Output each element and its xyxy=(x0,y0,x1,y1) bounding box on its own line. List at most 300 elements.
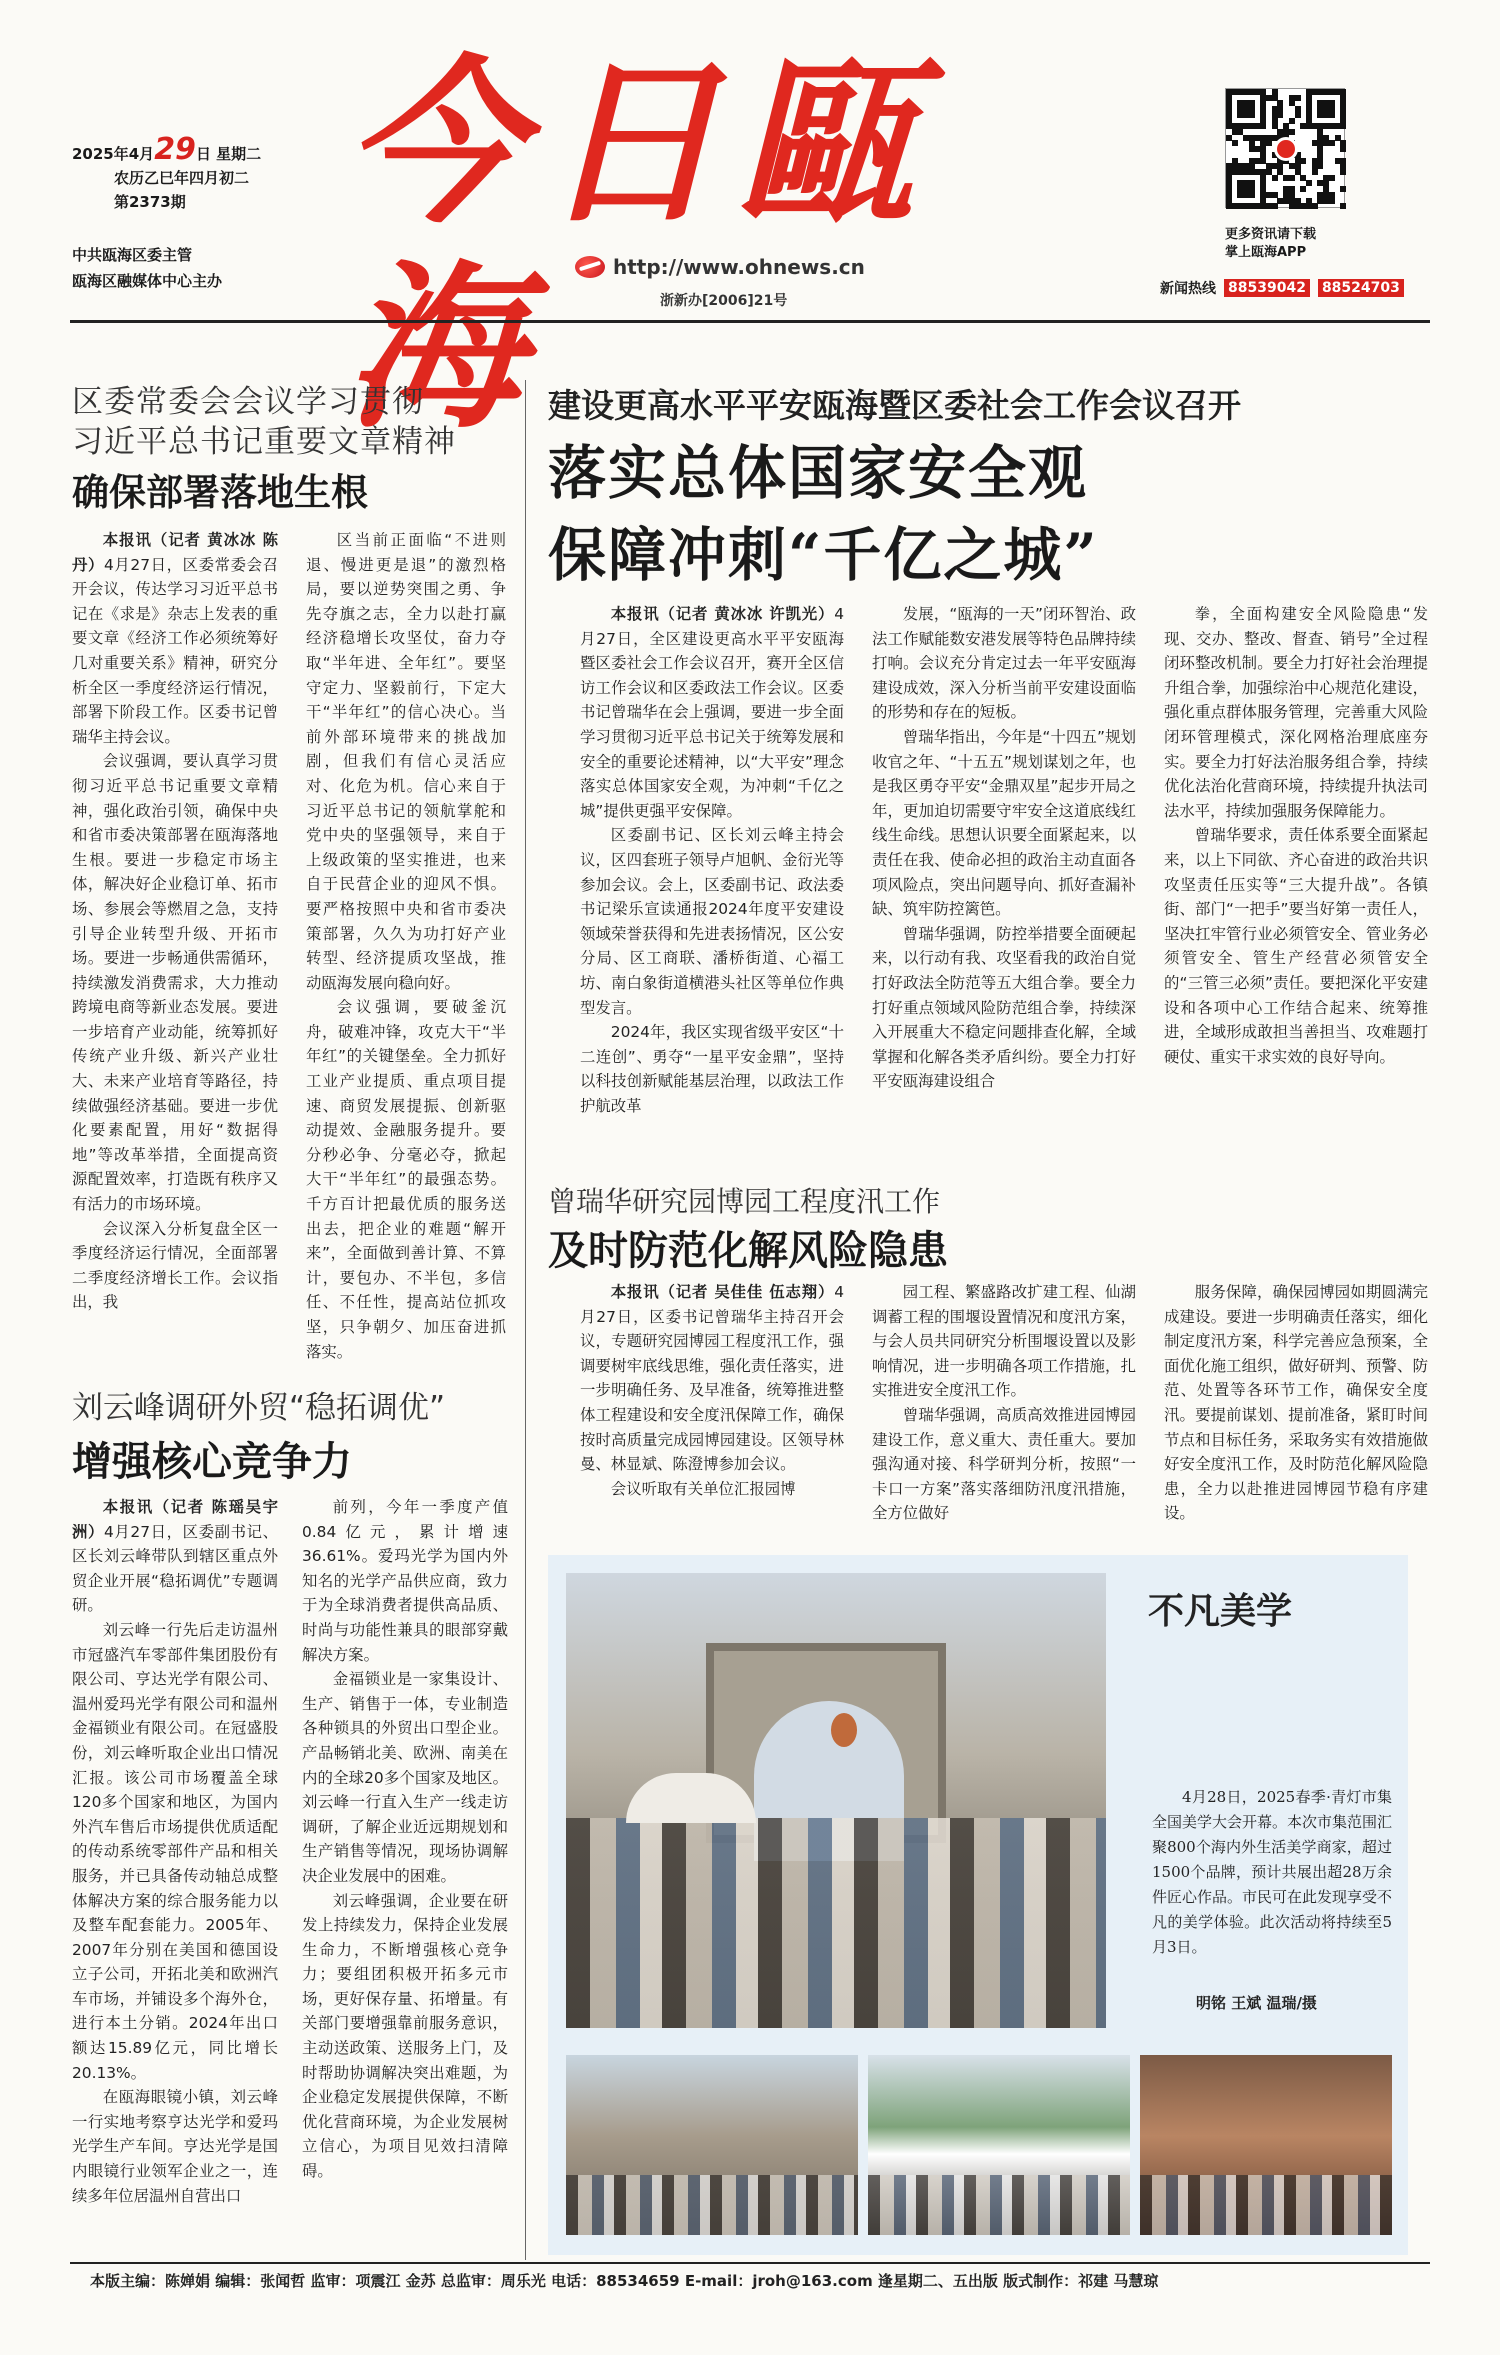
paragraph-text: 4月27日，区委常委会召开会议，传达学习习近平总书记在《求是》杂志上发表的重要文章《经济工作必须统筹好几对重要关系》精神，研究分析全区一季度经济运行情况，部署下阶段工作。区委书记曾瑞华主持会议。 xyxy=(72,555,278,746)
qr-module xyxy=(1340,203,1346,209)
qr-module xyxy=(1317,129,1323,135)
article-main-headline-2: 保障冲刺“千亿之城” xyxy=(548,521,1099,589)
qr-module xyxy=(1243,100,1249,106)
qr-module xyxy=(1289,118,1295,124)
paragraph-text: 曾瑞华要求，责任体系要全面紧起来，以上下同欲、齐心奋进的政治共识攻坚责任压实等“三大提升战”。各镇街、部门“一把手”要当好第一责任人，坚决扛牢管行业必须管安全、管业务必须管安全、管生产经营必须管安全的“三管三必须”责任。要把深化平安建设和各项中心工作结合起来、统筹推进，全域形成敢担当善担当、攻难题打硬仗、重实干求实效的良好导向。 xyxy=(1164,826,1428,1066)
qr-module xyxy=(1249,100,1255,106)
article-main-headline-1: 落实总体国家安全观 xyxy=(548,439,1089,507)
hotline-number-2: 88524703 xyxy=(1318,279,1404,297)
qr-module xyxy=(1237,129,1243,135)
qr-module xyxy=(1283,123,1289,129)
qr-module xyxy=(1306,100,1312,106)
qr-module xyxy=(1323,186,1329,192)
qr-module xyxy=(1255,123,1261,129)
qr-module xyxy=(1306,203,1312,209)
article-paragraph xyxy=(580,1020,844,1118)
qr-module xyxy=(1317,106,1323,112)
website-url[interactable]: http://www.ohnews.cn xyxy=(613,255,865,279)
qr-module xyxy=(1260,89,1266,95)
qr-module xyxy=(1306,180,1312,186)
qr-module xyxy=(1232,163,1238,169)
qr-module xyxy=(1295,95,1301,101)
qr-module xyxy=(1323,89,1329,95)
qr-module xyxy=(1340,158,1346,164)
article-main-header xyxy=(548,384,1430,592)
qr-code-icon[interactable] xyxy=(1225,88,1345,208)
article-secondary-header xyxy=(548,1183,1430,1279)
article-paragraph xyxy=(72,1217,278,1315)
qr-module xyxy=(1323,123,1329,129)
qr-module xyxy=(1260,140,1266,146)
article-column xyxy=(872,1280,1136,1526)
qr-module xyxy=(1306,112,1312,118)
qr-module xyxy=(1289,95,1295,101)
photo-feature xyxy=(548,1555,1408,2255)
qr-module xyxy=(1335,123,1341,129)
qr-module xyxy=(1340,186,1346,192)
qr-module xyxy=(1340,112,1346,118)
qr-module xyxy=(1277,106,1283,112)
app-logo-icon xyxy=(1274,137,1298,161)
paragraph-text: 会议强调，要破釜沉舟，破难冲锋，攻克大干“半年红”的关键堡垒。全力抓好工业产业提质、重点项目提速、商贸发展提振、创新驱动提效、金融服务提升。要分秒必争、分毫必夺，掀起大干“半年红”的最强态势。千方百计把最优质的服务送出去，把企业的难题“解开来”，全面做到善计算、不算计，要包办、不半包，多信任、不任性，提高站位抓攻坚，只争朝夕、加压奋进抓落实。 xyxy=(306,998,506,1361)
qr-module xyxy=(1260,180,1266,186)
article-column xyxy=(580,602,844,1118)
qr-module xyxy=(1266,192,1272,198)
qr-module xyxy=(1289,198,1295,204)
qr-module xyxy=(1232,158,1238,164)
paragraph-text: 服务保障，确保园博园如期圆满完成建设。要进一步明确责任落实，细化制定度汛方案，科学完善应急预案，全面优化施工组织，做好研判、预警、防范、处置等各环节工作，确保安全度汛。要提前谋划、提前准备，紧盯时间节点和目标任务，采取务实有效措施做好安全度汛工作，及时防范化解风险隐患，全力以赴推进园博园节稳有序建设。 xyxy=(1164,1283,1428,1523)
qr-module xyxy=(1329,123,1335,129)
article-paragraph xyxy=(1164,602,1428,823)
qr-module xyxy=(1317,123,1323,129)
qr-module xyxy=(1249,186,1255,192)
qr-module xyxy=(1289,163,1295,169)
sponsor xyxy=(72,242,222,294)
qr-module xyxy=(1260,106,1266,112)
qr-module xyxy=(1300,175,1306,181)
qr-module xyxy=(1272,106,1278,112)
paragraph-text: 2024年，我区实现省级平安区“十二连创”、勇夺“一星平安金鼎”，坚持以科技创新赋能基层治理，以政法工作护航改革 xyxy=(580,1023,844,1115)
qr-module xyxy=(1232,203,1238,209)
article-paragraph xyxy=(72,528,278,749)
qr-module xyxy=(1312,203,1318,209)
qr-module xyxy=(1295,169,1301,175)
article-paragraph xyxy=(580,823,844,1020)
qr-module xyxy=(1323,180,1329,186)
qr-module xyxy=(1249,192,1255,198)
qr-module xyxy=(1323,100,1329,106)
qr-module xyxy=(1243,180,1249,186)
qr-module xyxy=(1243,186,1249,192)
qr-module xyxy=(1306,89,1312,95)
qr-module xyxy=(1340,118,1346,124)
qr-module xyxy=(1277,169,1283,175)
qr-module xyxy=(1277,112,1283,118)
qr-module xyxy=(1237,163,1243,169)
qr-module xyxy=(1226,100,1232,106)
crowd xyxy=(868,2175,1130,2235)
article-left-2-kicker: 刘云峰调研外贸“稳拓调优” xyxy=(72,1390,446,1426)
qr-module xyxy=(1226,118,1232,124)
qr-module xyxy=(1329,192,1335,198)
feature-caption-text: 4月28日，2025春季·青灯市集全国美学大会开幕。本次市集范围汇聚800个海内外生活美学商家，超过1500个品牌，预计共展出超28万余件匠心作品。市民可在此发现享受不凡的美学体验。此次活动将持续至5月3日。 xyxy=(1152,1788,1393,1956)
qr-module xyxy=(1255,169,1261,175)
qr-module xyxy=(1237,203,1243,209)
column-divider xyxy=(525,380,526,2260)
qr-module xyxy=(1306,106,1312,112)
paragraph-text: 区委副书记、区长刘云峰主持会议，区四套班子领导卢旭帆、金衍光等参加会议。会上，区委副书记、政法委书记梁乐宣读通报2024年度平安建设领域荣誉获得和先进表扬情况，区公安分局、区工商联、潘桥街道、心福工坊、南白象街道横港头社区等单位作典型发言。 xyxy=(580,826,844,1017)
qr-module xyxy=(1260,152,1266,158)
qr-module xyxy=(1260,118,1266,124)
feature-credit: 明铭 王斌 温瑞/摄 xyxy=(1196,1994,1317,2012)
qr-module xyxy=(1226,95,1232,101)
paragraph-text: 前列，今年一季度产值0.84亿元，累计增速36.61%。爱玛光学为国内外知名的光学产品供应商，致力于为全球消费者提供高品质、时尚与功能性兼具的眼部穿戴解决方案。 xyxy=(302,1498,508,1664)
article-paragraph xyxy=(872,725,1136,922)
qr-module xyxy=(1249,146,1255,152)
qr-module xyxy=(1329,198,1335,204)
article-column xyxy=(580,1280,844,1526)
paragraph-text: 4月27日，区委书记曾瑞华主持召开会议，专题研究园博园工程度汛工作，强调要树牢底线思维，强化责任落实，进一步明确任务、及早准备，统筹推进整体工程建设和安全度汛保障工作，确保按时高质量完成园博园建设。区领导林曼、林显斌、陈澄博参加会议。 xyxy=(580,1283,844,1474)
qr-module xyxy=(1232,129,1238,135)
qr-module xyxy=(1260,198,1266,204)
qr-module xyxy=(1340,89,1346,95)
qr-module xyxy=(1243,135,1249,141)
article-paragraph xyxy=(72,1495,278,1618)
qr-module xyxy=(1317,152,1323,158)
qr-module xyxy=(1317,158,1323,164)
article-paragraph xyxy=(306,528,506,995)
article-paragraph xyxy=(580,1477,844,1502)
qr-module xyxy=(1289,100,1295,106)
qr-module xyxy=(1226,186,1232,192)
qr-module xyxy=(1260,123,1266,129)
thumbnail-photo xyxy=(1140,2055,1392,2235)
article-column xyxy=(1164,602,1428,1118)
article-paragraph xyxy=(872,922,1136,1094)
article-paragraph xyxy=(306,995,506,1364)
qr-module xyxy=(1312,89,1318,95)
qr-module xyxy=(1340,95,1346,101)
qr-module xyxy=(1260,100,1266,106)
qr-module xyxy=(1300,203,1306,209)
qr-module xyxy=(1317,180,1323,186)
qr-module xyxy=(1329,175,1335,181)
qr-module xyxy=(1300,158,1306,164)
qr-module xyxy=(1266,135,1272,141)
qr-module xyxy=(1295,163,1301,169)
qr-module xyxy=(1272,112,1278,118)
article-left-2-header xyxy=(72,1388,522,1490)
qr-module xyxy=(1323,112,1329,118)
issue-number: 第2373期 xyxy=(114,193,186,211)
article-column xyxy=(72,1495,278,2208)
qr-module xyxy=(1312,123,1318,129)
qr-module xyxy=(1329,140,1335,146)
qr-module xyxy=(1249,123,1255,129)
paragraph-text: 曾瑞华强调，防控举措要全面硬起来，以行动有我、攻坚看我的政治自觉打好政法全防范等五大组合拳。要全力打好重点领域风险防范组合拳，持续深入开展重大不稳定问题排查化解，全域掌握和化解各类矛盾纠纷。要全力打好平安瓯海建设组合 xyxy=(872,924,1136,1091)
app-note xyxy=(1225,226,1316,262)
paragraph-text: 拳，全面构建安全风险隐患“发现、交办、整改、督查、销号”全过程闭环整改机制。要全力打好社会治理提升组合拳，加强综治中心规范化建设，强化重点群体服务管理，完善重大风险闭环管理模式，深化网格治理底座夯实。要全力打好法治服务组合拳，持续优化法治化营商环境，持续提升执法司法水平，持续加强服务保障能力。 xyxy=(1164,605,1428,820)
sponsor-line-2: 瓯海区融媒体中心主办 xyxy=(72,272,223,290)
qr-module xyxy=(1277,163,1283,169)
qr-module xyxy=(1277,129,1283,135)
qr-module xyxy=(1249,158,1255,164)
qr-module xyxy=(1255,158,1261,164)
article-column xyxy=(302,1495,508,2208)
paragraph-text: 刘云峰强调，企业要在研发上持续发力，保持企业发展生命力，不断增强核心竞争力；要组团积极开拓多元市场，更好保存量、拓增量。有关部门要增强靠前服务意识，主动送政策、送服务上门，及时帮助协调解决突出难题，为企业稳定发展提供保障，不断优化营商环境，为企业发展树立信心，为项目见效扫清障碍。 xyxy=(302,1891,508,2181)
article-paragraph xyxy=(580,602,844,823)
qr-module xyxy=(1260,203,1266,209)
qr-module xyxy=(1243,192,1249,198)
qr-module xyxy=(1237,112,1243,118)
qr-module xyxy=(1306,198,1312,204)
qr-module xyxy=(1272,163,1278,169)
qr-module xyxy=(1300,186,1306,192)
qr-module xyxy=(1295,106,1301,112)
qr-module xyxy=(1226,180,1232,186)
qr-module xyxy=(1226,123,1232,129)
qr-module xyxy=(1226,198,1232,204)
qr-module xyxy=(1340,169,1346,175)
article-paragraph xyxy=(302,1667,508,1888)
feature-caption xyxy=(1152,1785,1392,1960)
date-prefix: 2025年4月 xyxy=(72,145,155,163)
feature-title: 不凡美学 xyxy=(1148,1591,1293,1632)
qr-module xyxy=(1289,129,1295,135)
sponsor-line-1: 中共瓯海区委主管 xyxy=(72,246,193,264)
article-paragraph xyxy=(302,1495,508,1667)
lantern xyxy=(831,1713,857,1747)
paragraph-text: 曾瑞华指出，今年是“十四五”规划收官之年、“十五五”规划谋划之年，也是我区勇夺平安“金鼎双星”起步开局之年，更加迫切需要守牢安全这道底线红线生命线。思想认识要全面紧起来，以责任在我、使命必担的政治主动直面各项风险点，突出问题导向、抓好查漏补缺、筑牢防控篱笆。 xyxy=(872,727,1136,919)
qr-module xyxy=(1272,175,1278,181)
qr-module xyxy=(1272,203,1278,209)
qr-module xyxy=(1340,106,1346,112)
qr-module xyxy=(1249,106,1255,112)
qr-module xyxy=(1243,112,1249,118)
paragraph-text: 在瓯海眼镜小镇，刘云峰一行实地考察亨达光学和爱玛光学生产车间。亨达光学是国内眼镜行业领军企业之一，连续多年位居温州自营出口 xyxy=(72,2088,278,2205)
qr-module xyxy=(1340,100,1346,106)
paragraph-text: 4月27日，全区建设更高水平平安瓯海暨区委社会工作会议召开，赛开全区信访工作会议和区委政法工作会议。区委书记曾瑞华在会上强调，要进一步全面学习贯彻习近平总书记关于统筹发展和安全的重要论述精神，以“大平安”理念落实总体国家安全观，为冲刺“千亿之城”提供更强平安保障。 xyxy=(580,605,844,820)
qr-module xyxy=(1317,112,1323,118)
website[interactable] xyxy=(575,255,865,279)
article-column xyxy=(1164,1280,1428,1526)
article-paragraph xyxy=(580,1280,844,1477)
article-secondary-body xyxy=(580,1280,1430,1526)
qr-module xyxy=(1323,140,1329,146)
qr-module xyxy=(1232,140,1238,146)
qr-module xyxy=(1249,169,1255,175)
thumbnail-photo xyxy=(868,2055,1130,2235)
qr-module xyxy=(1237,192,1243,198)
qr-module xyxy=(1226,135,1232,141)
qr-module xyxy=(1295,198,1301,204)
qr-module xyxy=(1323,192,1329,198)
crowd xyxy=(566,1818,1106,2028)
qr-module xyxy=(1260,169,1266,175)
crowd xyxy=(1140,2175,1392,2235)
globe-icon xyxy=(575,256,605,278)
article-left-1-header xyxy=(72,382,494,520)
qr-module xyxy=(1300,123,1306,129)
qr-module xyxy=(1312,158,1318,164)
thumbnail-photo xyxy=(566,2055,858,2235)
qr-module xyxy=(1249,112,1255,118)
date-block xyxy=(72,132,262,214)
article-paragraph xyxy=(872,1403,1136,1526)
byline: 本报讯（记者 陈瑶吴宇洲） xyxy=(72,1498,278,1541)
qr-module xyxy=(1249,180,1255,186)
qr-module xyxy=(1323,135,1329,141)
qr-module xyxy=(1329,89,1335,95)
qr-module xyxy=(1335,135,1341,141)
byline: 本报讯（记者 吴佳佳 伍志翔） xyxy=(610,1283,835,1301)
qr-module xyxy=(1243,106,1249,112)
qr-module xyxy=(1323,175,1329,181)
qr-module xyxy=(1317,146,1323,152)
article-main-kicker: 建设更高水平平安瓯海暨区委社会工作会议召开 xyxy=(548,386,1241,425)
qr-module xyxy=(1266,140,1272,146)
paragraph-text: 金福锁业是一家集设计、生产、销售于一体，专业制造各种锁具的外贸出口型企业。产品畅销北美、欧洲、南美在内的全球20多个国家及地区。刘云峰一行直入生产一线走访调研，了解企业近远期规划和生产销售等情况，现场协调解决企业发展中的困难。 xyxy=(302,1670,508,1885)
qr-module xyxy=(1312,140,1318,146)
qr-module xyxy=(1329,112,1335,118)
article-left-1-body xyxy=(72,528,542,1364)
qr-module xyxy=(1329,106,1335,112)
qr-module xyxy=(1237,106,1243,112)
qr-module xyxy=(1266,95,1272,101)
qr-module xyxy=(1255,135,1261,141)
qr-module xyxy=(1317,100,1323,106)
qr-module xyxy=(1255,89,1261,95)
paragraph-text: 会议听取有关单位汇报园博 xyxy=(610,1479,796,1498)
qr-module xyxy=(1295,203,1301,209)
paragraph-text: 发展，“瓯海的一天”闭环智治、政法工作赋能数安港发展等特色品牌持续打响。会议充分肯定过去一年平安瓯海建设成效，深入分析当前平安建设面临的形势和存在的短板。 xyxy=(872,605,1136,722)
footer-credits: 本版主编：陈婵娟 编辑：张闻哲 监审：项震江 金苏 总监审：周乐光 电话：88534659 E-mail：jroh@163.com 逢星期二、五出版 版式制作：祁建 马慧琼 xyxy=(90,2272,1159,2290)
crowd xyxy=(566,2175,858,2235)
qr-module xyxy=(1323,106,1329,112)
paragraph-text: 会议深入分析复盘全区一季度经济运行情况，全面部署二季度经济增长工作。会议指出，我 xyxy=(72,1219,278,1312)
qr-module xyxy=(1237,123,1243,129)
article-paragraph xyxy=(1164,823,1428,1069)
qr-module xyxy=(1289,186,1295,192)
paragraph-text: 曾瑞华强调，高质高效推进园博园建设工作，意义重大、责任重大。要加强沟通对接、科学研判分析，按照“一卡口一方案”落实落细防汛度汛措施，全方位做好 xyxy=(872,1405,1136,1523)
article-paragraph xyxy=(872,602,1136,725)
qr-module xyxy=(1306,95,1312,101)
qr-module xyxy=(1329,100,1335,106)
qr-module xyxy=(1283,129,1289,135)
qr-module xyxy=(1237,89,1243,95)
qr-module xyxy=(1312,163,1318,169)
article-left-2-headline: 增强核心竞争力 xyxy=(72,1439,352,1485)
qr-module xyxy=(1260,146,1266,152)
qr-module xyxy=(1260,95,1266,101)
main-photo xyxy=(566,1573,1106,2028)
article-left-1-headline: 确保部署落地生根 xyxy=(72,471,368,514)
qr-module xyxy=(1289,175,1295,181)
qr-module xyxy=(1272,89,1278,95)
article-secondary-kicker: 曾瑞华研究园博园工程度汛工作 xyxy=(548,1185,941,1218)
qr-module xyxy=(1317,198,1323,204)
article-paragraph xyxy=(1164,1280,1428,1526)
qr-module xyxy=(1272,95,1278,101)
qr-module xyxy=(1266,169,1272,175)
qr-module xyxy=(1317,163,1323,169)
qr-module xyxy=(1226,163,1232,169)
qr-module xyxy=(1226,192,1232,198)
hotline-number-1: 88539042 xyxy=(1224,279,1310,297)
qr-module xyxy=(1249,163,1255,169)
qr-module xyxy=(1237,169,1243,175)
qr-module xyxy=(1266,203,1272,209)
qr-module xyxy=(1249,135,1255,141)
qr-module xyxy=(1283,186,1289,192)
article-paragraph xyxy=(72,2085,278,2208)
qr-module xyxy=(1226,106,1232,112)
qr-module xyxy=(1260,175,1266,181)
qr-module xyxy=(1312,169,1318,175)
qr-module xyxy=(1277,100,1283,106)
app-note-line-2: 掌上瓯海APP xyxy=(1225,245,1307,260)
qr-module xyxy=(1266,163,1272,169)
qr-module xyxy=(1260,135,1266,141)
qr-module xyxy=(1283,175,1289,181)
hotline xyxy=(1160,278,1404,298)
qr-module xyxy=(1289,192,1295,198)
qr-module xyxy=(1249,203,1255,209)
article-column xyxy=(872,602,1136,1118)
qr-module xyxy=(1226,89,1232,95)
byline: 本报讯（记者 黄冰冰 陈丹） xyxy=(72,531,278,574)
qr-module xyxy=(1237,180,1243,186)
article-paragraph xyxy=(72,749,278,1216)
qr-module xyxy=(1317,89,1323,95)
qr-module xyxy=(1237,100,1243,106)
date-suffix: 日 星期二 xyxy=(195,145,262,163)
masthead-divider xyxy=(70,320,1430,323)
qr-module xyxy=(1243,169,1249,175)
qr-module xyxy=(1277,198,1283,204)
qr-module xyxy=(1306,118,1312,124)
qr-module xyxy=(1226,203,1232,209)
qr-module xyxy=(1335,89,1341,95)
qr-module xyxy=(1283,198,1289,204)
article-left-1-kicker-1: 区委常委会会议学习贯彻 xyxy=(72,384,424,420)
date-day: 29 xyxy=(154,132,196,167)
qr-module xyxy=(1340,163,1346,169)
qr-module xyxy=(1232,169,1238,175)
qr-module xyxy=(1340,146,1346,152)
qr-module xyxy=(1340,123,1346,129)
qr-module xyxy=(1335,158,1341,164)
article-paragraph xyxy=(872,1280,1136,1403)
article-left-1-kicker-2: 习近平总书记重要文章精神 xyxy=(72,424,456,460)
qr-module xyxy=(1232,123,1238,129)
paragraph-text: 区当前正面临“不进则退、慢进更是退”的激烈格局，要以逆势突围之勇、争先夺旗之志，全力以赴打赢经济稳增长攻坚仗，奋力夺取“半年进、全年红”。要坚守定力、坚毅前行，下定大干“半年红”的信心决心。当前外部环境带来的挑战加剧，但我们有信心灵活应对、化危为机。信心来自于习近平总书记的领航掌舵和党中央的坚强领导，来自于上级政策的坚实推进，也来自于民营企业的迎风不惧。要严格按照中央和省市委决策部署，久久为功打好产业转型、经济提质攻坚战，推动瓯海发展向稳向好。 xyxy=(306,531,506,992)
qr-module xyxy=(1243,89,1249,95)
qr-module xyxy=(1237,186,1243,192)
qr-module xyxy=(1226,169,1232,175)
qr-module xyxy=(1249,89,1255,95)
footer-divider xyxy=(70,2262,1430,2264)
qr-module xyxy=(1295,112,1301,118)
qr-module xyxy=(1260,112,1266,118)
qr-module xyxy=(1243,203,1249,209)
qr-module xyxy=(1243,123,1249,129)
qr-module xyxy=(1306,123,1312,129)
byline: 本报讯（记者 黄冰冰 许凯光） xyxy=(610,605,835,623)
qr-module xyxy=(1255,203,1261,209)
qr-module xyxy=(1340,140,1346,146)
qr-module xyxy=(1317,140,1323,146)
